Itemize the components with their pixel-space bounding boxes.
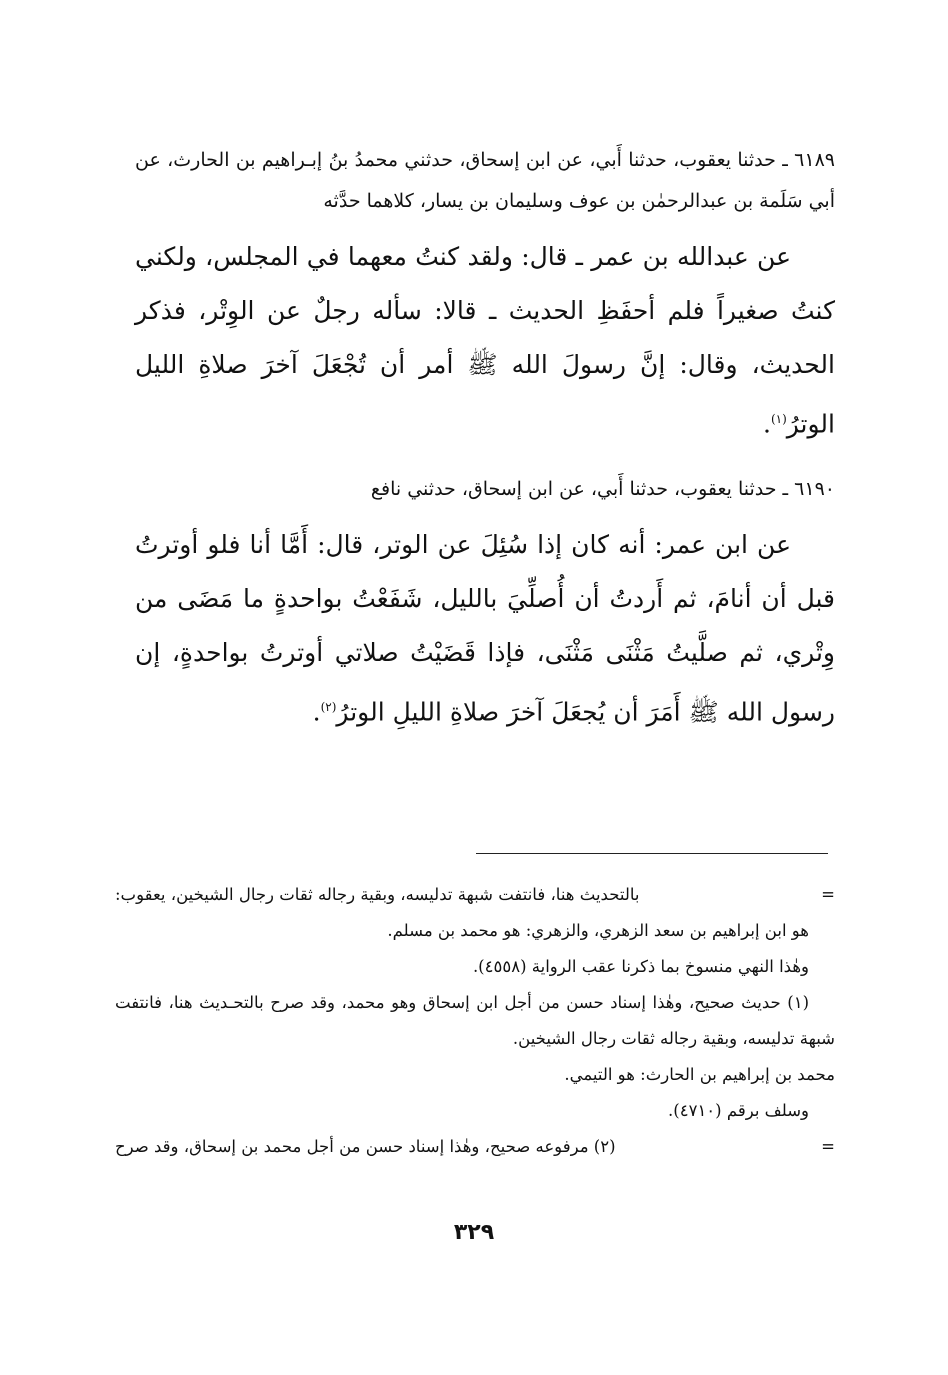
main-text [135,140,835,740]
footnote-2: (٢) مرفوعه صحيح، وهٰذا إسناد حسن من أجل محمد بن إسحاق، وقد صرح [115,1137,616,1156]
footnote-ref-2[interactable]: (٢) [320,700,337,715]
hadith-6190-text [135,518,835,739]
hadith-6190-chain: ٦١٩٠ ـ حدثنا يعقوب، حدثنا أَبي، عن ابن إسحاق، حدثني نافع [370,478,835,501]
hadith-6190-body: عن ابن عمر: أنه كان إذا سُئِلَ عن الوتر، قال: أَمَّا أنا فلو أوترتُ قبل أن أنامَ، ثم أَردتُ أن أُصلِّيَ بالليل، شَفَعْتُ بواحدةٍ ما مَضَى من وِتْري، ثم صلَّيتُ مَثْنَى مَثْنَى، فإذا قَضَيْتُ صلاتي أوترتُ بواحدةٍ، إن رسول الله ﷺ أَمَرَ أن يُجعَلَ آخرَ صلاةِ الليلِ الوترُ [135,530,835,727]
hadith-6189-body: عن عبدالله بن عمر ـ قال: ولقد كنتُ معهما في المجلس، ولكني كنتُ صغيراً فلم أحفَظِ الحديث ـ قالا: سأله رجلٌ عن الوِتْر، فذكر الحديث، وقال: إنَّ رسولَ الله ﷺ أمر أن تُجْعَلَ آخرَ صلاةِ الليل الوترُ [135,242,835,439]
spacer [135,451,835,469]
footnote-separator [476,853,828,854]
page-number: ٣٢٩ [453,1220,495,1245]
footnote-1-line-3: وسلف برقم (٤٧١٠). [668,1101,809,1120]
footnote-2-line [115,1129,835,1165]
footnote-1: (١) حديث صحيح، وهٰذا إسناد حسن من أجل ابن إسحاق وهو محمد، وقد صرح بالتحـديث هنا، فانتفت شبهة تدليسه، وبقية رجاله ثقات رجال الشيخين. [115,993,835,1048]
hadith-6189-text [135,230,835,451]
footnote-continued-2: هو ابن إبراهيم بن سعد الزهري، والزهري: هو محمد بن مسلم. [387,921,809,940]
hadith-6190-end: . [312,697,321,727]
hadith-6189-chain: ٦١٨٩ ـ حدثنا يعقوب، حدثنا أَبي، عن ابن إسحاق، حدثني محمدُ بنُ إبـراهيم بن الحارث، عن أبي سَلَمة بن عبدالرحمٰن بن عوف وسليمان بن يسار، كلاهما حدَّثه [135,149,835,212]
continuation-mark-end: = [821,1137,835,1156]
footnote-continued-line [115,877,835,913]
footnote-continued-text: بالتحديث هنا، فانتفت شبهة تدليسه، وبقية رجاله ثقات رجال الشيخين، يعقوب: [115,885,640,904]
continuation-mark: = [821,885,835,904]
footnotes [115,877,835,1165]
footnote-1-line-2: محمد بن إبراهيم بن الحارث: هو التيمي. [564,1065,835,1084]
footnote-continued-3: وهٰذا النهي منسوخ بما ذكرنا عقب الرواية (٤٥٥٨). [472,957,809,976]
footnote-ref-1[interactable]: (١) [770,412,787,426]
hadith-6189-end: . [762,409,771,439]
